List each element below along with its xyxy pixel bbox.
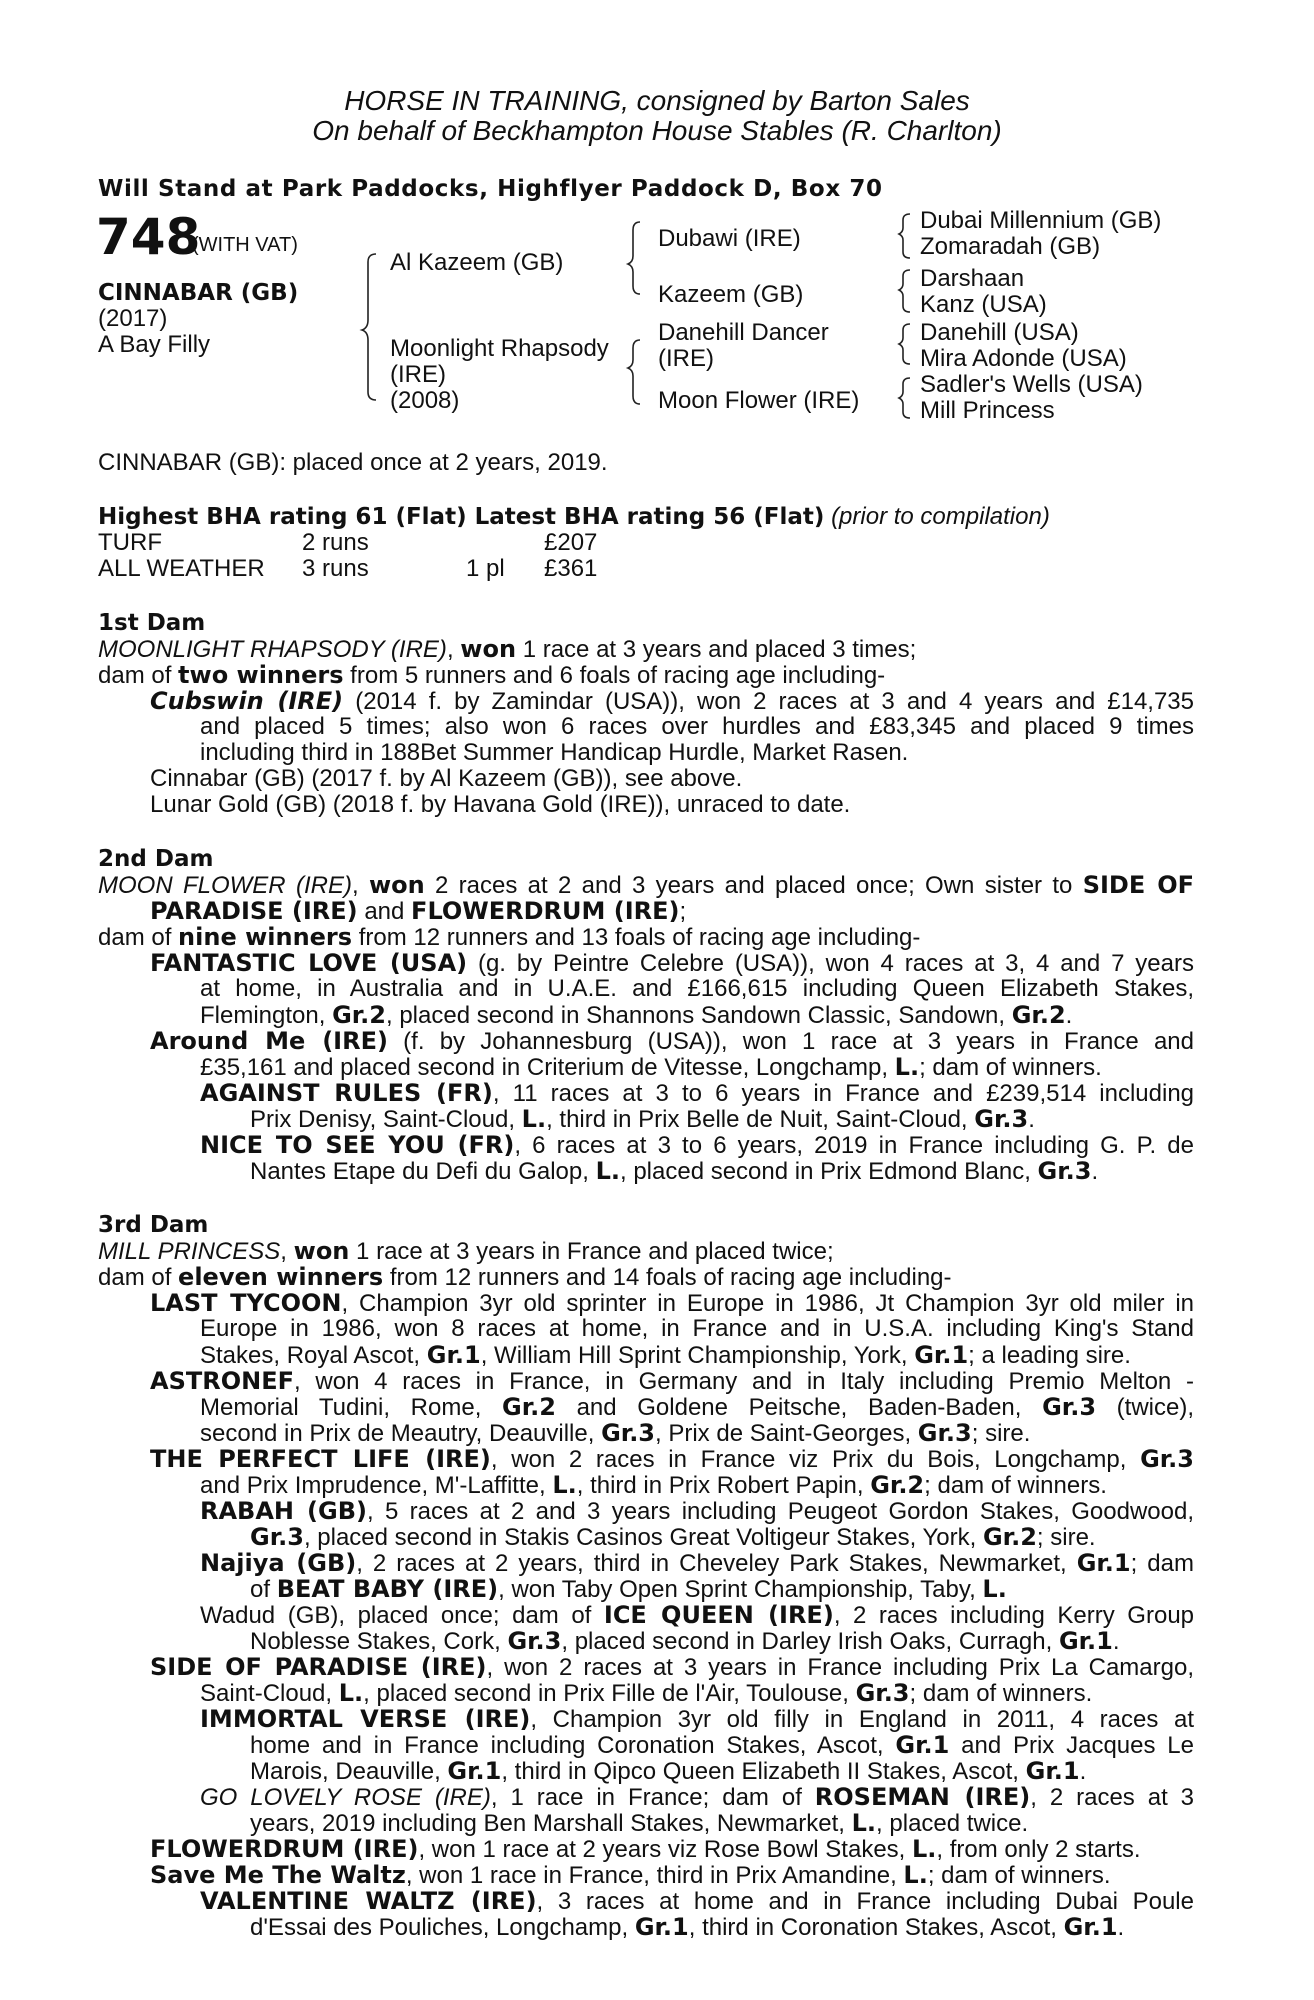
dam3-foal-2-cont2: second in Prix de Meautry, Deauville, Gr.3, Prix de Saint-Georges, Gr.3; sire.: [200, 1419, 1031, 1447]
dam3-foal-3: THE PERFECT LIFE (IRE), won 2 races in France viz Prix du Bois, Longchamp, Gr.3: [150, 1445, 1194, 1473]
aw-runs: 3 runs: [302, 555, 369, 582]
sire-sire: Dubawi (IRE): [658, 225, 801, 252]
brace-g3b: [899, 270, 910, 312]
dam3-foal-1-cont2: Stakes, Royal Ascot, Gr.1, William Hill Sprint Championship, York, Gr.1; a leading sire.: [200, 1341, 1131, 1369]
consignor-line: HORSE IN TRAINING, consigned by Barton Sales: [344, 85, 970, 116]
dam3-gfoal-2-cont: of BEAT BABY (IRE), won Taby Open Sprint Championship, Taby, L.: [250, 1575, 1007, 1603]
dam2-gfoal-2-cont: Nantes Etape du Defi du Galop, L., placed second in Prix Edmond Blanc, Gr.3.: [250, 1157, 1099, 1185]
dam1-foal-1-cont2: including third in 188Bet Summer Handicap Hurdle, Market Rasen.: [200, 739, 909, 766]
gg-3: Darshaan: [920, 265, 1025, 292]
dam3-foal-4-cont: Saint-Cloud, L., placed second in Prix Fille de l'Air, Toulouse, Gr.3; dam of winners.: [200, 1679, 1093, 1707]
dam2-foal-1-cont: at home, in Australia and in U.A.E. and £166,615 including Queen Elizabeth Stakes,: [200, 975, 1194, 1002]
dam-line-2: (IRE): [390, 361, 446, 388]
aw-amount: £361: [544, 555, 598, 582]
dam1-produce-line: dam of two winners from 5 runners and 6 foals of racing age including-: [98, 661, 886, 689]
dam-dam: Moon Flower (IRE): [658, 387, 860, 414]
race-summary: CINNABAR (GB): placed once at 2 years, 2019.: [98, 449, 608, 476]
dam3-gfoal-4-cont2: Marois, Deauville, Gr.1, third in Qipco Queen Elizabeth II Stakes, Ascot, Gr.1.: [250, 1757, 1087, 1785]
dam1-foal-2: Cinnabar (GB) (2017 f. by Al Kazeem (GB)), see above.: [150, 765, 743, 792]
dam3-foal-2-cont: Memorial Tudini, Rome, Gr.2 and Goldene Peitsche, Baden-Baden, Gr.3 (twice),: [200, 1393, 1195, 1421]
sire-dam: Kazeem (GB): [658, 281, 804, 308]
dam2-foal-1: FANTASTIC LOVE (USA) (g. by Peintre Celebre (USA)), won 4 races at 3, 4 and 7 years: [150, 949, 1194, 977]
dam3-gfoal-6-cont: d'Essai des Pouliches, Longchamp, Gr.1, third in Coronation Stakes, Ascot, Gr.1.: [250, 1913, 1125, 1941]
dam3-foal-2: ASTRONEF, won 4 races in France, in Germany and in Italy including Premio Melton -: [150, 1367, 1194, 1395]
horse-name: CINNABAR (GB): [98, 280, 299, 306]
dam3-gfoal-2: Najiya (GB), 2 races at 2 years, third in Cheveley Park Stakes, Newmarket, Gr.1; dam: [200, 1549, 1194, 1577]
brace-g3c: [899, 324, 910, 364]
foaling-year: (2017): [98, 305, 168, 332]
dam3-gfoal-4: IMMORTAL VERSE (IRE), Champion 3yr old filly in England in 2011, 4 races at: [200, 1705, 1194, 1733]
dam2-gfoal-1-cont: Prix Denisy, Saint-Cloud, L., third in Prix Belle de Nuit, Saint-Cloud, Gr.3.: [250, 1105, 1035, 1133]
dam3-heading: 3rd Dam: [98, 1212, 209, 1238]
brace-gen1: [362, 254, 376, 400]
dam3-foal-6: Save Me The Waltz, won 1 race in France, third in Prix Amandine, L.; dam of winners.: [150, 1861, 1111, 1889]
dam3-gfoal-1-cont: Gr.3, placed second in Stakis Casinos Great Voltigeur Stakes, York, Gr.2; sire.: [250, 1523, 1096, 1551]
dam1-foal-1-cont: and placed 5 times; also won 6 races over hurdles and £83,345 and placed 9 times: [200, 713, 1194, 740]
gg-8: Mill Princess: [920, 397, 1055, 424]
turf-amount: £207: [544, 529, 598, 556]
dam2-foal-2-cont: £35,161 and placed second in Criterium de Vitesse, Longchamp, L.; dam of winners.: [200, 1053, 1102, 1081]
dam2-foal-2: Around Me (IRE) (f. by Johannesburg (USA)), won 1 race at 3 years in France and: [150, 1027, 1194, 1055]
dam1-line: MOONLIGHT RHAPSODY (IRE), won 1 race at 3 years and placed 3 times;: [98, 635, 917, 663]
dam3-gfoal-6: VALENTINE WALTZ (IRE), 3 races at home and in France including Dubai Poule: [200, 1887, 1194, 1915]
dam3-gfoal-3: Wadud (GB), placed once; dam of ICE QUEEN (IRE), 2 races including Kerry Group: [200, 1601, 1195, 1629]
lot-number: 748: [96, 208, 201, 266]
aw-placed: 1 pl: [466, 555, 505, 582]
dam3-line: MILL PRINCESS, won 1 race at 3 years in France and placed twice;: [98, 1237, 834, 1265]
dam-line-3: (2008): [390, 387, 460, 414]
dam2-foal-1-cont2: Flemington, Gr.2, placed second in Shannons Sandown Classic, Sandown, Gr.2.: [200, 1001, 1073, 1029]
turf-surface: TURF: [98, 529, 162, 556]
dam3-gfoal-4-cont: home and in France including Coronation Stakes, Ascot, Gr.1 and Prix Jacques Le: [250, 1731, 1194, 1759]
brace-dam: [628, 340, 640, 404]
dam2-produce-line: dam of nine winners from 12 runners and 13 foals of racing age including-: [98, 923, 921, 951]
rating-note: (prior to compilation): [831, 503, 1050, 530]
dam2-gfoal-1: AGAINST RULES (FR), 11 races at 3 to 6 years in France and £239,514 including: [200, 1079, 1195, 1107]
stand-location: Will Stand at Park Paddocks, Highflyer Paddock D, Box 70: [98, 176, 883, 202]
brace-g3d: [899, 378, 910, 418]
dam3-produce-line: dam of eleven winners from 12 runners and 14 foals of racing age including-: [98, 1263, 952, 1291]
rating-line: [98, 504, 1050, 530]
dam2-gfoal-2: NICE TO SEE YOU (FR), 6 races at 3 to 6 years, 2019 in France including G. P. de: [200, 1131, 1195, 1159]
rating-bold: Highest BHA rating 61 (Flat) Latest BHA rating 56 (Flat): [98, 504, 825, 530]
dam3-gfoal-5: GO LOVELY ROSE (IRE), 1 race in France; dam of ROSEMAN (IRE), 2 races at 3: [200, 1783, 1195, 1811]
gg-4: Kanz (USA): [920, 291, 1047, 318]
dam-line-1: Moonlight Rhapsody: [390, 335, 609, 362]
dam2-heading: 2nd Dam: [98, 846, 214, 872]
dam-sire-2: (IRE): [658, 345, 714, 372]
gg-6: Mira Adonde (USA): [920, 345, 1127, 372]
dam2-line: MOON FLOWER (IRE), won 2 races at 2 and 3 years and placed once; Own sister to SIDE OF: [98, 871, 1195, 899]
turf-runs: 2 runs: [302, 529, 369, 556]
dam3-gfoal-1: RABAH (GB), 5 races at 2 and 3 years including Peugeot Gordon Stakes, Goodwood,: [200, 1497, 1194, 1525]
dam3-foal-5: FLOWERDRUM (IRE), won 1 race at 2 years viz Rose Bowl Stakes, L., from only 2 starts.: [150, 1835, 1141, 1863]
behalf-line: On behalf of Beckhampton House Stables (R. Charlton): [312, 115, 1002, 146]
dam3-gfoal-3-cont: Noblesse Stakes, Cork, Gr.3, placed second in Darley Irish Oaks, Curragh, Gr.1.: [250, 1627, 1120, 1655]
dam3-foal-1: LAST TYCOON, Champion 3yr old sprinter in Europe in 1986, Jt Champion 3yr old miler in: [150, 1289, 1194, 1317]
dam2-line-cont: PARADISE (IRE) and FLOWERDRUM (IRE);: [150, 897, 687, 925]
dam1-foal-1: Cubswin (IRE) (2014 f. by Zamindar (USA)), won 2 races at 3 and 4 years and £14,735: [150, 687, 1194, 715]
dam3-gfoal-5-cont: years, 2019 including Ben Marshall Stakes, Newmarket, L., placed twice.: [250, 1809, 1029, 1837]
horse-description: A Bay Filly: [98, 331, 211, 358]
aw-surface: ALL WEATHER: [98, 555, 265, 582]
brace-g3a: [899, 214, 910, 258]
dam1-foal-3: Lunar Gold (GB) (2018 f. by Havana Gold (IRE)), unraced to date.: [150, 791, 851, 818]
dam1-heading: 1st Dam: [98, 610, 206, 636]
gg-2: Zomaradah (GB): [920, 233, 1101, 260]
gg-7: Sadler's Wells (USA): [920, 371, 1143, 398]
dam-sire-1: Danehill Dancer: [658, 319, 829, 346]
gg-1: Dubai Millennium (GB): [920, 207, 1162, 234]
dam3-foal-3-cont: and Prix Imprudence, M'-Laffitte, L., third in Prix Robert Papin, Gr.2; dam of winners.: [200, 1471, 1107, 1499]
dam3-foal-1-cont: Europe in 1986, won 8 races at home, in France and in U.S.A. including King's Stand: [200, 1315, 1194, 1342]
brace-sire: [628, 222, 640, 294]
sire: Al Kazeem (GB): [390, 249, 564, 276]
gg-5: Danehill (USA): [920, 319, 1079, 346]
vat-note: (WITH VAT): [192, 234, 298, 256]
dam3-foal-4: SIDE OF PARADISE (IRE), won 2 races at 3 years in France including Prix La Camargo,: [150, 1653, 1194, 1681]
